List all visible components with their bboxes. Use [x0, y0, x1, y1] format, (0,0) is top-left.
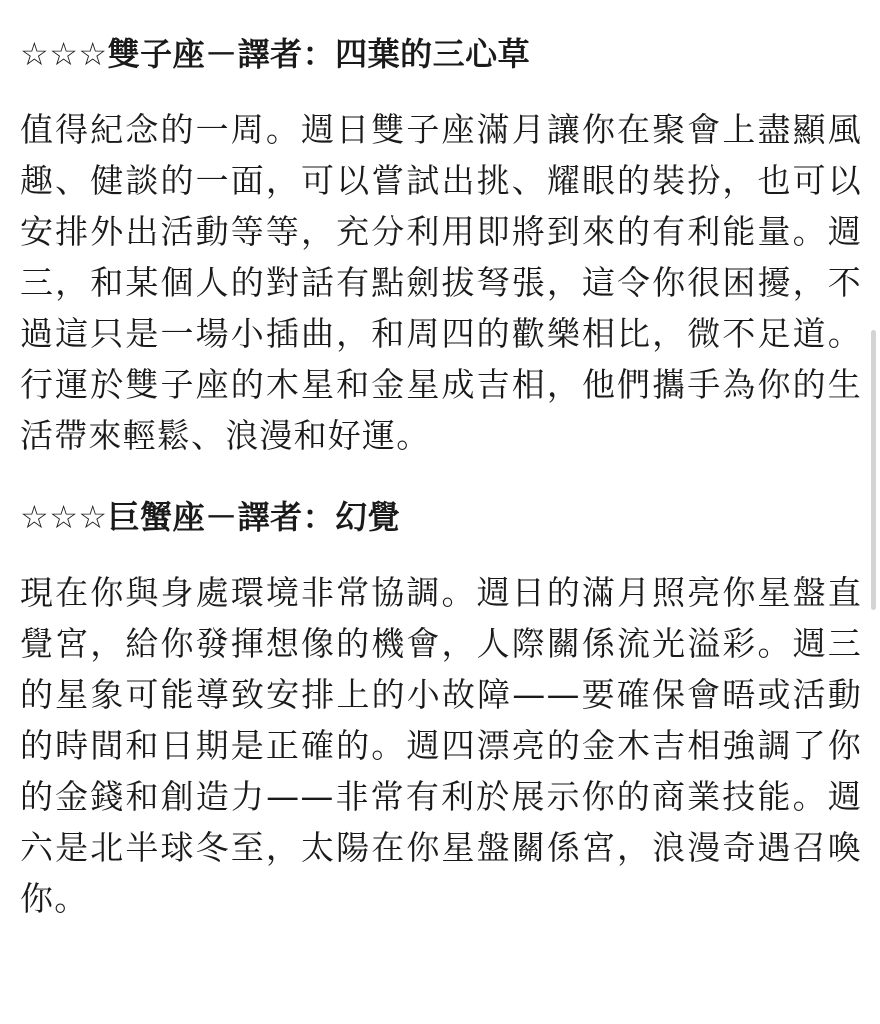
horoscope-section-gemini: [20, 28, 862, 461]
section-body: 現在你與身處環境非常協調。週日的滿月照亮你星盤直覺宮，給你發揮想像的機會，人際關係流光溢彩。週三的星象可能導致安排上的小故障——要確保會晤或活動的時間和日期是正確的。週四漂亮的金木吉相強調了你的金錢和創造力——非常有利於展示你的商業技能。週六是北半球冬至，太陽在你星盤關係宮，浪漫奇遇召喚你。: [20, 573, 862, 918]
section-title: ☆☆☆雙子座－譯者：四葉的三心草: [20, 35, 531, 73]
article-content: [20, 28, 862, 954]
section-title: ☆☆☆巨蟹座－譯者：幻覺: [20, 498, 401, 536]
section-body: 值得紀念的一周。週日雙子座滿月讓你在聚會上盡顯風趣、健談的一面，可以嘗試出挑、耀眼的裝扮，也可以安排外出活動等等，充分利用即將到來的有利能量。週三，和某個人的對話有點劍拔弩張，這令你很困擾，不過這只是一場小插曲，和周四的歡樂相比，微不足道。行運於雙子座的木星和金星成吉相，他們攜手為你的生活帶來輕鬆、浪漫和好運。: [20, 110, 862, 455]
horoscope-section-cancer: [20, 491, 862, 924]
scrollbar-thumb[interactable]: [871, 330, 876, 610]
